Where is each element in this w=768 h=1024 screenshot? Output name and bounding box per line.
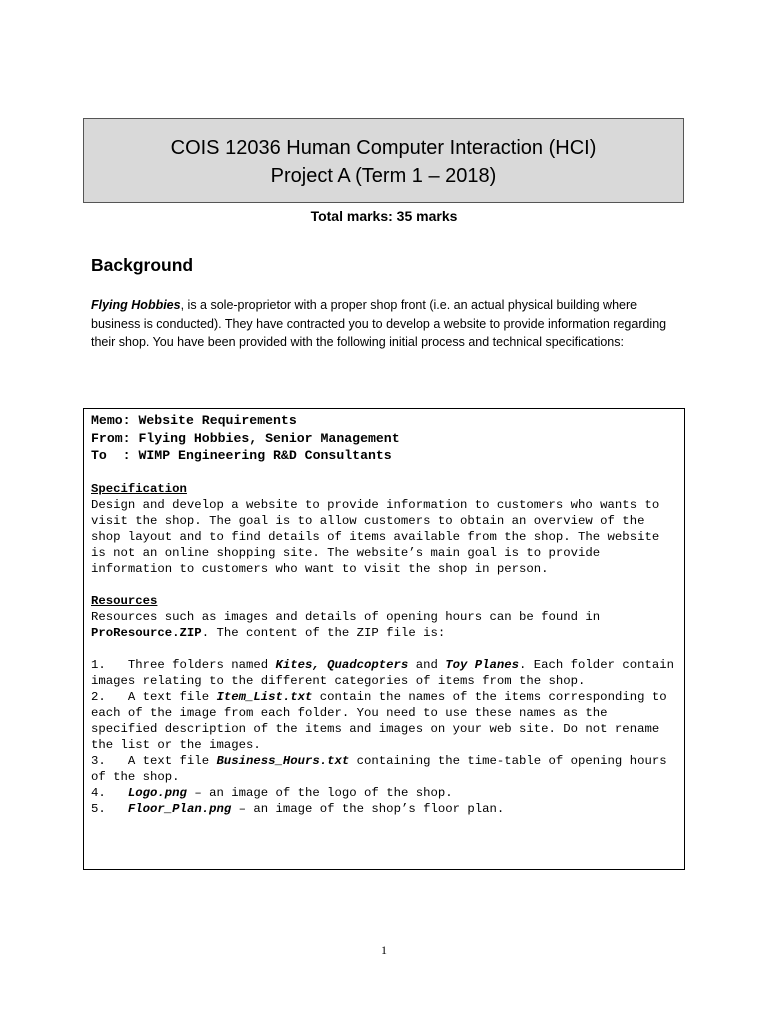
resources-heading-text: Resources: [91, 593, 158, 608]
spacer: [91, 465, 677, 481]
company-name: Flying Hobbies: [91, 298, 181, 312]
page-number: 1: [381, 943, 387, 957]
item-text: and: [408, 657, 446, 672]
resources-text-a: Resources such as images and details of opening hours can be found in: [91, 609, 601, 624]
item-text: – an image of the logo of the shop.: [186, 785, 453, 800]
memo-from: From: Flying Hobbies, Senior Management: [91, 430, 400, 446]
memo-subject: Memo: Website Requirements: [91, 413, 297, 428]
item-text: – an image of the shop’s floor plan.: [231, 801, 505, 816]
course-title: COIS 12036 Human Computer Interaction (HCI): [170, 137, 597, 159]
folder-name-toy-planes: Toy Planes: [445, 657, 520, 672]
title-box: [83, 118, 684, 203]
item-text: contain the names of the items corresponding to each of the image from each folder. You need to use these names as the specified description of the items and images on your web site. Do not rename the list or the images.: [91, 689, 667, 752]
item-prefix: 2. A text file: [91, 689, 217, 704]
item-prefix: 4.: [91, 785, 128, 800]
list-item: [91, 753, 677, 785]
list-item: [91, 801, 677, 817]
resources-text: [91, 609, 677, 641]
item-prefix: 1. Three folders named: [91, 657, 276, 672]
list-item: [91, 785, 677, 801]
item-prefix: 3. A text file: [91, 753, 217, 768]
background-text: , is a sole-proprietor with a proper shop front (i.e. an actual physical building where business is conducted). They have contracted you to develop a website to provide information regarding their shop. You have been provided with the following initial process and technical specifications:: [91, 298, 667, 349]
spacer: [91, 577, 677, 593]
spec-heading: [91, 481, 677, 497]
resources-text-b: . The content of the ZIP file is:: [201, 625, 446, 640]
memo-box: [83, 408, 685, 870]
list-item: [91, 689, 677, 753]
list-item: [91, 657, 677, 689]
file-name: Item_List.txt: [216, 689, 313, 704]
spec-heading-text: Specification: [91, 481, 187, 496]
zip-file-name: ProResource.ZIP: [91, 625, 202, 640]
spec-text: Design and develop a website to provide information to customers who wants to visit the shop. The goal is to allow customers to obtain an overview of the shop layout and to find details of items available from the shop. The website is not an online shopping site. The website’s main goal is to provide information to customers who want to visit the shop in person.: [91, 497, 660, 576]
item-prefix: 5.: [91, 801, 128, 816]
item-text: containing the time-table of opening hours of the shop.: [91, 753, 667, 784]
file-name: Business_Hours.txt: [216, 753, 350, 768]
folder-names: Kites, Quadcopters: [275, 657, 409, 672]
total-marks: Total marks: 35 marks: [310, 208, 458, 224]
background-heading: Background: [91, 255, 194, 275]
background-paragraph: [91, 296, 681, 352]
project-title: Project A (Term 1 – 2018): [270, 165, 497, 187]
item-text: . Each folder contain images relating to the different categories of items from the shop.: [91, 657, 674, 688]
memo-to: To : WIMP Engineering R&D Consultants: [91, 448, 392, 463]
file-name: Floor_Plan.png: [127, 801, 232, 816]
file-name: Logo.png: [127, 785, 187, 800]
spacer: [91, 641, 677, 657]
resources-heading: [91, 593, 677, 609]
